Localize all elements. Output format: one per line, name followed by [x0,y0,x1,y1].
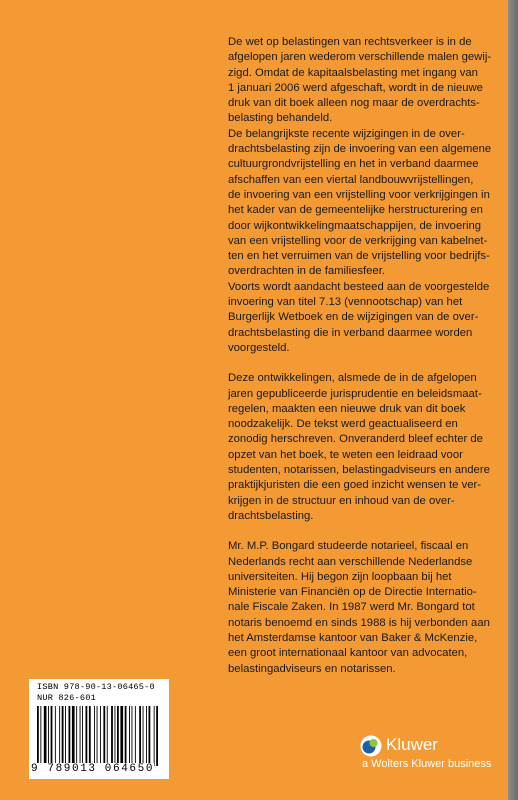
barcode-label [29,679,169,779]
text-line: Nederlands recht aan verschillende Nederlandse [228,555,473,568]
text-line: noodzakelijk. De tekst werd geactualiseerd en [228,418,458,431]
text-line: Mr. M.P. Bongard studeerde notarieel, fiscaal en [228,540,469,553]
text-line: notaris benoemd en sinds 1988 is hij verbonden aan [228,616,490,629]
text-line: afschaffen van een viertal landbouwvrijstellingen, [228,173,474,186]
text-line: het Amsterdamse kantoor van Baker & McKenzie, [228,631,478,644]
spine-edge [508,0,518,800]
text-line: nale Fiscale Zaken. In 1987 werd Mr. Bongard tot [228,601,475,614]
isbn-text: ISBN 978-90-13-06465-0 [37,682,155,692]
text-line: drachtsbelasting zijn de invoering van een algemene [228,143,492,156]
text-line: door wijkontwikkelingmaatschappijen, de invoering [228,219,482,232]
text-line: universiteiten. Hij begon zijn loopbaan bij het [228,570,452,583]
text-line: Ministerie van Financiën op de Directie Internatio- [228,586,477,599]
nur-text: NUR 826-601 [37,693,96,703]
text-line: Deze ontwikkelingen, alsmede de in de afgelopen [228,372,477,385]
text-line: cultuurgrondvrijstelling en het in verband daarmee [228,158,479,171]
text-line: druk van dit boek alleen nog maar de overdrachts- [228,97,480,110]
text-line: overdrachten in de familiesfeer. [228,265,385,278]
publisher-logo [360,733,500,773]
text-line: 1 januari 2006 werd afgeschaft, wordt in de nieuwe [228,81,483,94]
text-line: De belangrijkste recente wijzigingen in de over- [228,127,465,140]
text-line: drachtsbelasting. [228,509,314,522]
text-line: studenten, notarissen, belastingadviseurs en andere [228,464,490,477]
text-line: regelen, maakten een nieuwe druk van dit boek [228,402,466,415]
text-line: ten en het verruimen van de vrijstelling voor bedrijfs- [228,250,490,263]
text-line: zigd. Omdat de kapitaalsbelasting met ingang van [228,66,478,79]
blurb-text [228,35,494,677]
text-line: Voorts wordt aandacht besteed aan de voorgestelde [228,280,490,293]
text-line: afgelopen jaren wederom verschillende malen gewij- [228,51,492,64]
text-line: Burgerlijk Wetboek en de wijzigingen van de over- [228,311,479,324]
kluwer-logo-icon [360,735,382,757]
text-line: van een vrijstelling voor de verkrijging van kabelnet- [228,234,488,247]
ean-digits: 9 789013 064650 [31,763,155,775]
text-line: zonodig herschreven. Onveranderd bleef echter de [228,433,483,446]
text-line: het kader van de gemeentelijke herstructurering en [228,204,483,217]
text-line: drachtsbelasting die in verband daarmee worden [228,326,473,339]
text-line: invoering van titel 7.13 (vennootschap) van het [228,296,463,309]
text-line: belastingadviseurs en notarissen. [228,662,396,675]
text-line: de invoering van een vrijstelling voor verkrijgingen in [228,188,490,201]
text-line: een groot internationaal kantoor van advocaten, [228,647,468,660]
barcode-bars [35,706,163,768]
text-line: De wet op belastingen van rechtsverkeer is in de [228,36,472,48]
text-line: jaren gepubliceerde jurisprudentie en beleidsmaat- [228,387,482,400]
blurb-paragraph-2 [228,371,494,524]
text-line: praktijkjuristen die een goed inzicht wensen te ver- [228,479,482,492]
author-bio-paragraph [228,539,494,677]
text-line: opzet van het boek, te weten een leidraad voor [228,448,463,461]
text-line: voorgesteld. [228,341,290,354]
text-line: belasting behandeld. [228,112,333,125]
blurb-paragraph-1 [228,35,494,356]
publisher-tagline: a Wolters Kluwer business [362,758,492,770]
publisher-name: Kluwer [386,735,438,754]
text-line: krijgen in de structuur en inhoud van de over- [228,494,455,507]
